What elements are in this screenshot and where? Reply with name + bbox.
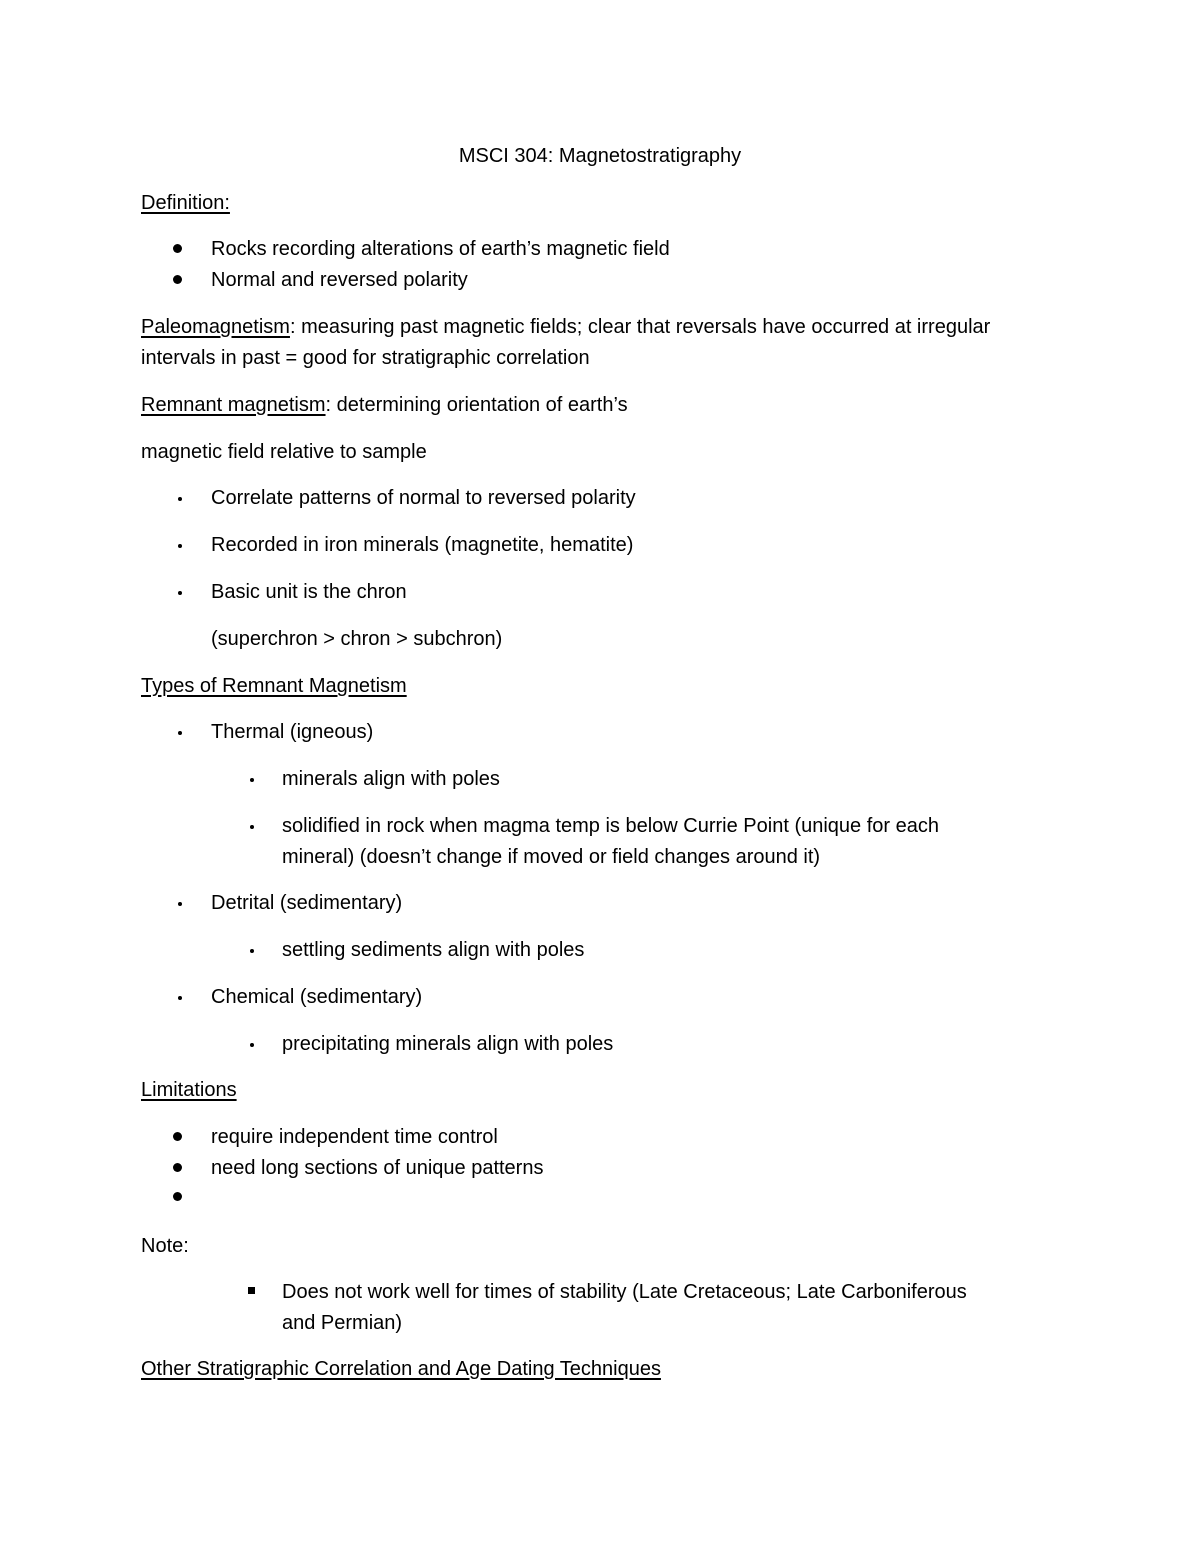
- list-item: Thermal (igneous): [211, 721, 374, 743]
- paleomagnetism-term: Paleomagnetism: [141, 316, 290, 338]
- note-heading: Note:: [141, 1235, 189, 1257]
- list-item: Rocks recording alterations of earth’s magnetic field: [211, 238, 670, 260]
- list-item: Correlate patterns of normal to reversed polarity: [211, 487, 636, 509]
- list-item: Recorded in iron minerals (magnetite, hematite): [211, 534, 634, 556]
- types-heading: Types of Remnant Magnetism: [141, 675, 407, 697]
- paleomagnetism-text: : measuring past magnetic fields; clear that reversals have occurred at irregular: [289, 316, 991, 338]
- bullet-icon: [178, 731, 182, 735]
- bullet-icon: [250, 1043, 254, 1047]
- bullet-icon: [178, 902, 182, 906]
- bullet-icon: [178, 497, 182, 501]
- chron-hierarchy: (superchron > chron > subchron): [211, 628, 503, 650]
- remnant-text-line2: magnetic field relative to sample: [141, 441, 427, 463]
- list-item: require independent time control: [211, 1126, 498, 1148]
- bullet-icon: [173, 1163, 182, 1172]
- list-item: Basic unit is the chron: [211, 581, 407, 603]
- bullet-icon: [178, 544, 182, 548]
- bullet-icon: [250, 825, 254, 829]
- list-item: Does not work well for times of stability (Late Cretaceous; Late Carboniferous: [282, 1281, 967, 1303]
- list-item: Detrital (sedimentary): [211, 892, 403, 914]
- bullet-icon: [173, 1132, 182, 1141]
- list-item: precipitating minerals align with poles: [282, 1033, 614, 1055]
- remnant-paragraph: [141, 392, 628, 418]
- list-item: Chemical (sedimentary): [211, 986, 423, 1008]
- list-item: solidified in rock when magma temp is below Currie Point (unique for each: [282, 815, 939, 837]
- square-bullet-icon: [248, 1287, 255, 1294]
- remnant-term: Remnant magnetism: [141, 394, 326, 416]
- bullet-icon: [173, 275, 182, 284]
- bullet-icon: [178, 591, 182, 595]
- bullet-icon: [178, 996, 182, 1000]
- remnant-text: : determining orientation of earth’s: [325, 394, 628, 416]
- list-item: need long sections of unique patterns: [211, 1157, 544, 1179]
- bullet-icon: [173, 1192, 182, 1201]
- list-item: settling sediments align with poles: [282, 939, 585, 961]
- bullet-icon: [173, 244, 182, 253]
- definition-heading: Definition:: [141, 192, 230, 214]
- list-item: minerals align with poles: [282, 768, 500, 790]
- bullet-icon: [250, 778, 254, 782]
- paleomagnetism-text-line2: intervals in past = good for stratigraphic correlation: [141, 347, 590, 369]
- bullet-icon: [250, 949, 254, 953]
- other-techniques-heading: Other Stratigraphic Correlation and Age Dating Techniques: [141, 1358, 661, 1380]
- page-title: MSCI 304: Magnetostratigraphy: [458, 145, 742, 167]
- limitations-heading: Limitations: [141, 1079, 237, 1101]
- list-item-continuation: mineral) (doesn’t change if moved or field changes around it): [282, 846, 821, 868]
- list-item-continuation: and Permian): [282, 1312, 403, 1334]
- paleomagnetism-paragraph: [141, 314, 990, 340]
- list-item: Normal and reversed polarity: [211, 269, 468, 291]
